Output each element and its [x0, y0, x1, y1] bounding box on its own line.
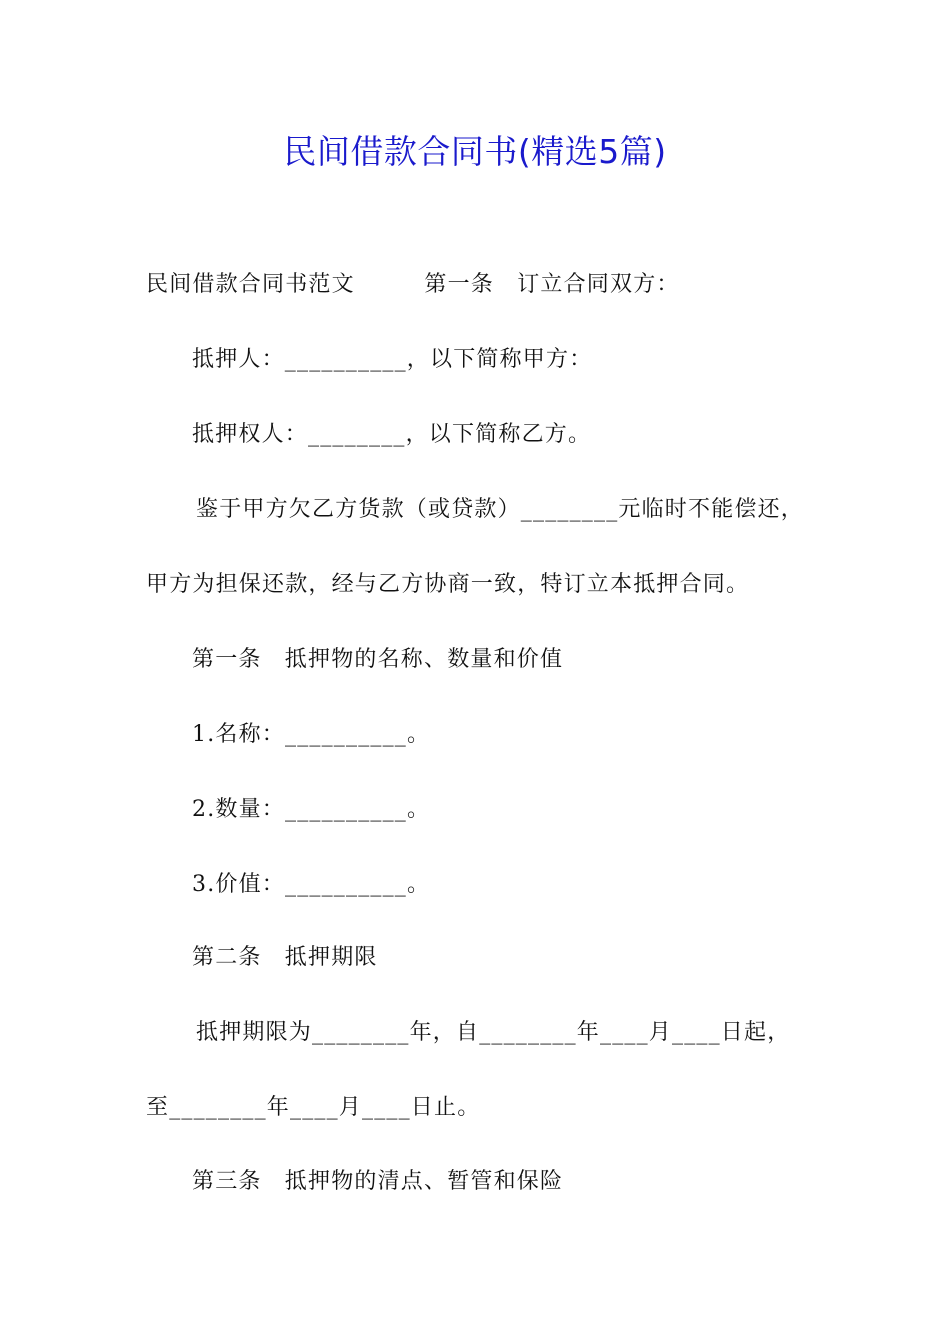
article-3-heading: 第三条 抵押物的清点、暂管和保险 [192, 1169, 564, 1194]
item-quantity-line: 2.数量：__________。 [192, 797, 431, 822]
pledgee-line: 抵押权人：________，以下简称乙方。 [192, 422, 592, 447]
term-line-1: 抵押期限为________年，自________年____月____日起， [196, 1020, 791, 1045]
item-name-line: 1.名称：__________。 [192, 722, 431, 747]
document-title: 民间借款合同书(精选5篇) [283, 132, 667, 171]
term-line-2: 至________年____月____日止。 [146, 1095, 481, 1120]
item-value-line: 3.价值：__________。 [192, 872, 431, 897]
article-2-heading: 第二条 抵押期限 [192, 945, 378, 970]
pledgor-line: 抵押人：__________，以下简称甲方： [192, 347, 593, 372]
article-1-heading: 第一条 抵押物的名称、数量和价值 [192, 647, 564, 672]
recital-line-2: 甲方为担保还款，经与乙方协商一致，特订立本抵押合同。 [146, 572, 750, 597]
recital-line-1: 鉴于甲方欠乙方货款（或贷款）________元临时不能偿还， [196, 497, 805, 522]
intro-line: 民间借款合同书范文 第一条 订立合同双方： [146, 272, 680, 297]
